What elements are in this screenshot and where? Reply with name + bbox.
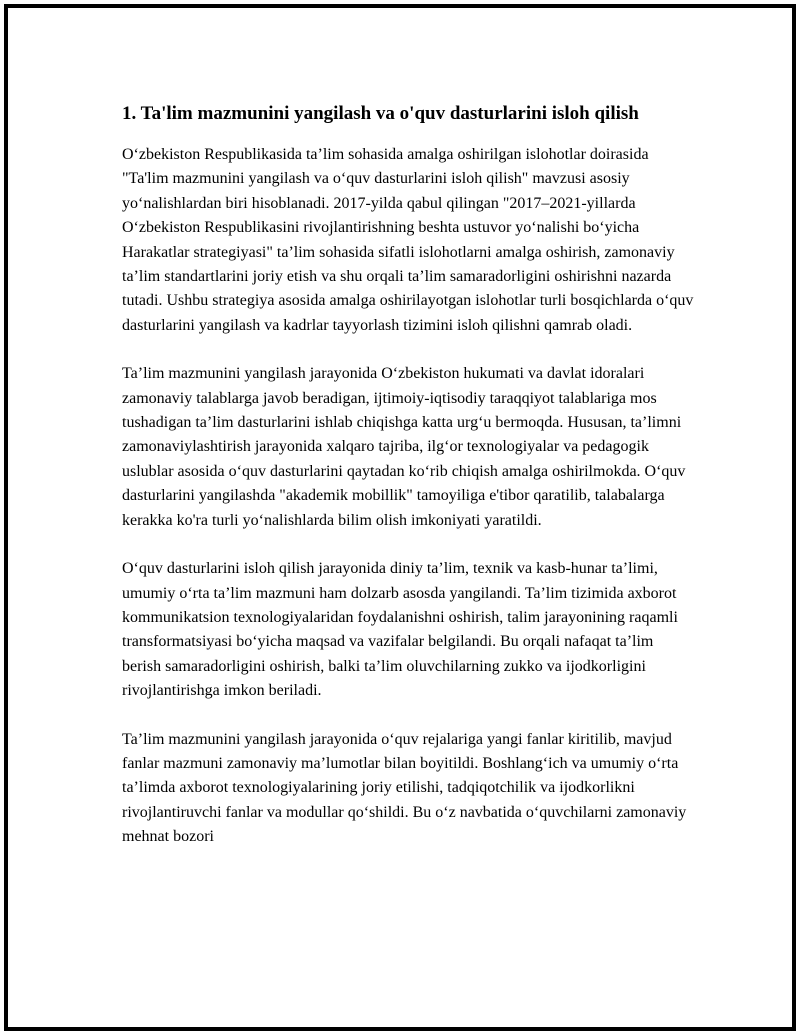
paragraph-1: O‘zbekiston Respublikasida ta’lim sohasida amalga oshirilgan islohotlar doirasida "Ta'lim mazmunini yangilash va o‘quv dasturlarini isloh qilish" mavzusi asosiy yo‘nalishlardan biri hisoblanadi. 2017-yilda qabul qilingan "2017–2021-yillarda O‘zbekiston Respublikasini rivojlantirishning beshta ustuvor yo‘nalishi bo‘yicha Harakatlar strategiyasi" ta’lim sohasida sifatli islohotlarni amalga oshirish, zamonaviy ta’lim standartlarini joriy etish va shu orqali ta’lim samaradorligini oshirishni nazarda tutadi. Ushbu strategiya asosida amalga oshirilayotgan islohotlar turli bosqichlarda o‘quv dasturlarini yangilash va kadrlar tayyorlash tizimini isloh qilishni qamrab oladi. <box>122 146 694 334</box>
paragraph-3: O‘quv dasturlarini isloh qilish jarayonida diniy ta’lim, texnik va kasb-hunar ta’limi, umumiy o‘rta ta’lim mazmuni ham dolzarb asosda yangilandi. Ta’lim tizimida axborot kommunikatsion texnologiyalaridan foydalanishni oshirish, talim jarayonining raqamli transformatsiyasi bo‘yicha maqsad va vazifalar belgilandi. Bu orqali nafaqat ta’lim berish samaradorligini oshirish, balki ta’lim oluvchilarning zukko va ijodkorligini rivojlantirishga imkon beriladi. <box>122 560 678 700</box>
paragraph-4: Ta’lim mazmunini yangilash jarayonida o‘quv rejalariga yangi fanlar kiritilib, mavjud fanlar mazmuni zamonaviy ma’lumotlar bilan boyitildi. Boshlang‘ich va umumiy o‘rta ta’limda axborot texnologiyalarining joriy etilishi, tadqiqotchilik va ijodkorlikni rivojlantiruvchi fanlar va modullar qo‘shildi. Bu o‘z navbatida o‘quvchilarni zamonaviy mehnat bozori <box>122 730 687 846</box>
paragraph-2: Ta’lim mazmunini yangilash jarayonida O‘zbekiston hukumati va davlat idoralari zamonaviy talablarga javob beradigan, ijtimoiy-iqtisodiy taraqqiyot talablariga mos tushadigan ta’lim dasturlarini ishlab chiqishga katta urg‘u bermoqda. Hususan, ta’limni zamonaviylashtirish jarayonida xalqaro tajriba, ilg‘or texnologiyalar va pedagogik uslublar asosida o‘quv dasturlarini qaytadan ko‘rib chiqish amalga oshirilmokda. O‘quv dasturlarini yangilashda "akademik mobillik" tamoyiliga e'tibor qaratilib, talabalarga kerakka ko'ra turli yo‘nalishlarda bilim olish imkoniyati yaratildi. <box>122 365 686 529</box>
section-heading: 1. Ta'lim mazmunini yangilash va o'quv dasturlarini isloh qilish <box>122 103 639 124</box>
page-frame <box>4 4 796 1031</box>
document-body <box>122 100 694 874</box>
